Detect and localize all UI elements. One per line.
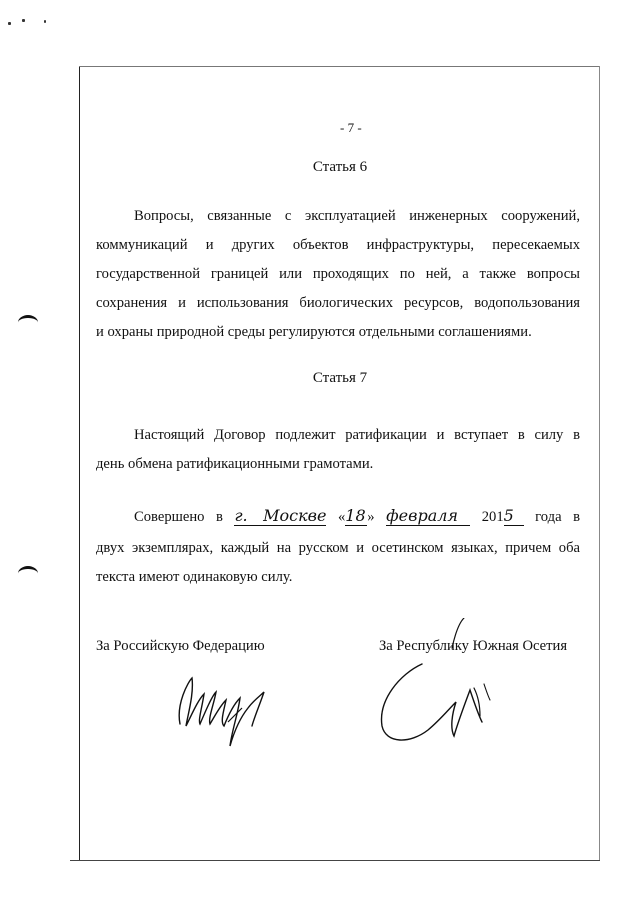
page-border-right	[599, 66, 600, 861]
page-border-left	[79, 66, 80, 861]
scan-speck	[8, 22, 11, 25]
article-7-line: Настоящий Договор подлежит ратификации и вступает в силу в	[134, 427, 580, 443]
article-7-heading: Статья 7	[312, 370, 368, 386]
article-6-line: сохранения и использования биологических ресурсов, водопользования	[96, 295, 580, 311]
scan-speck	[22, 19, 25, 22]
punch-hole-mark	[18, 566, 38, 581]
handwritten-month: февраля	[386, 507, 470, 526]
page-number: - 7 -	[340, 120, 362, 135]
article-6-heading: Статья 6	[312, 159, 368, 175]
year-prefix: 201	[481, 509, 504, 525]
done-clause	[96, 503, 580, 592]
done-prefix: Совершено в	[134, 509, 223, 525]
article-6-line: коммуникаций и других объектов инфраструктуры, пересекаемых	[96, 237, 580, 253]
done-line-1	[96, 503, 580, 534]
handwritten-year-digit: 5	[504, 507, 524, 526]
quote-open: «	[338, 509, 346, 525]
article-7-line: день обмена ратификационными грамотами.	[96, 456, 374, 472]
quote-close: »	[367, 509, 375, 525]
signatory-right-label: За Республику Южная Осетия	[379, 638, 568, 654]
article-6-line: Вопросы, связанные с эксплуатацией инженерных сооружений,	[134, 208, 580, 224]
signature-left	[168, 664, 278, 754]
punch-hole-mark	[18, 315, 38, 330]
article-6-text	[96, 202, 580, 347]
done-line-2: двух экземплярах, каждый на русском и осетинском языках, причем оба	[96, 540, 580, 556]
signatory-left-label: За Российскую Федерацию	[96, 638, 265, 654]
page-border-top	[79, 66, 599, 67]
done-suffix: года в	[535, 509, 581, 525]
article-7-text	[96, 421, 580, 479]
page-border-bottom	[70, 860, 600, 861]
article-6-line: и охраны природной среды регулируются отдельными соглашениями.	[96, 324, 532, 340]
scan-speck	[44, 20, 46, 23]
done-line-3: текста имеют одинаковую силу.	[96, 569, 293, 585]
handwritten-day: 18	[345, 506, 366, 525]
signature-right	[370, 618, 500, 753]
handwritten-place: г. Москве	[234, 506, 327, 525]
article-6-line: государственной границей или проходящих по ней, а также вопросы	[96, 266, 580, 282]
